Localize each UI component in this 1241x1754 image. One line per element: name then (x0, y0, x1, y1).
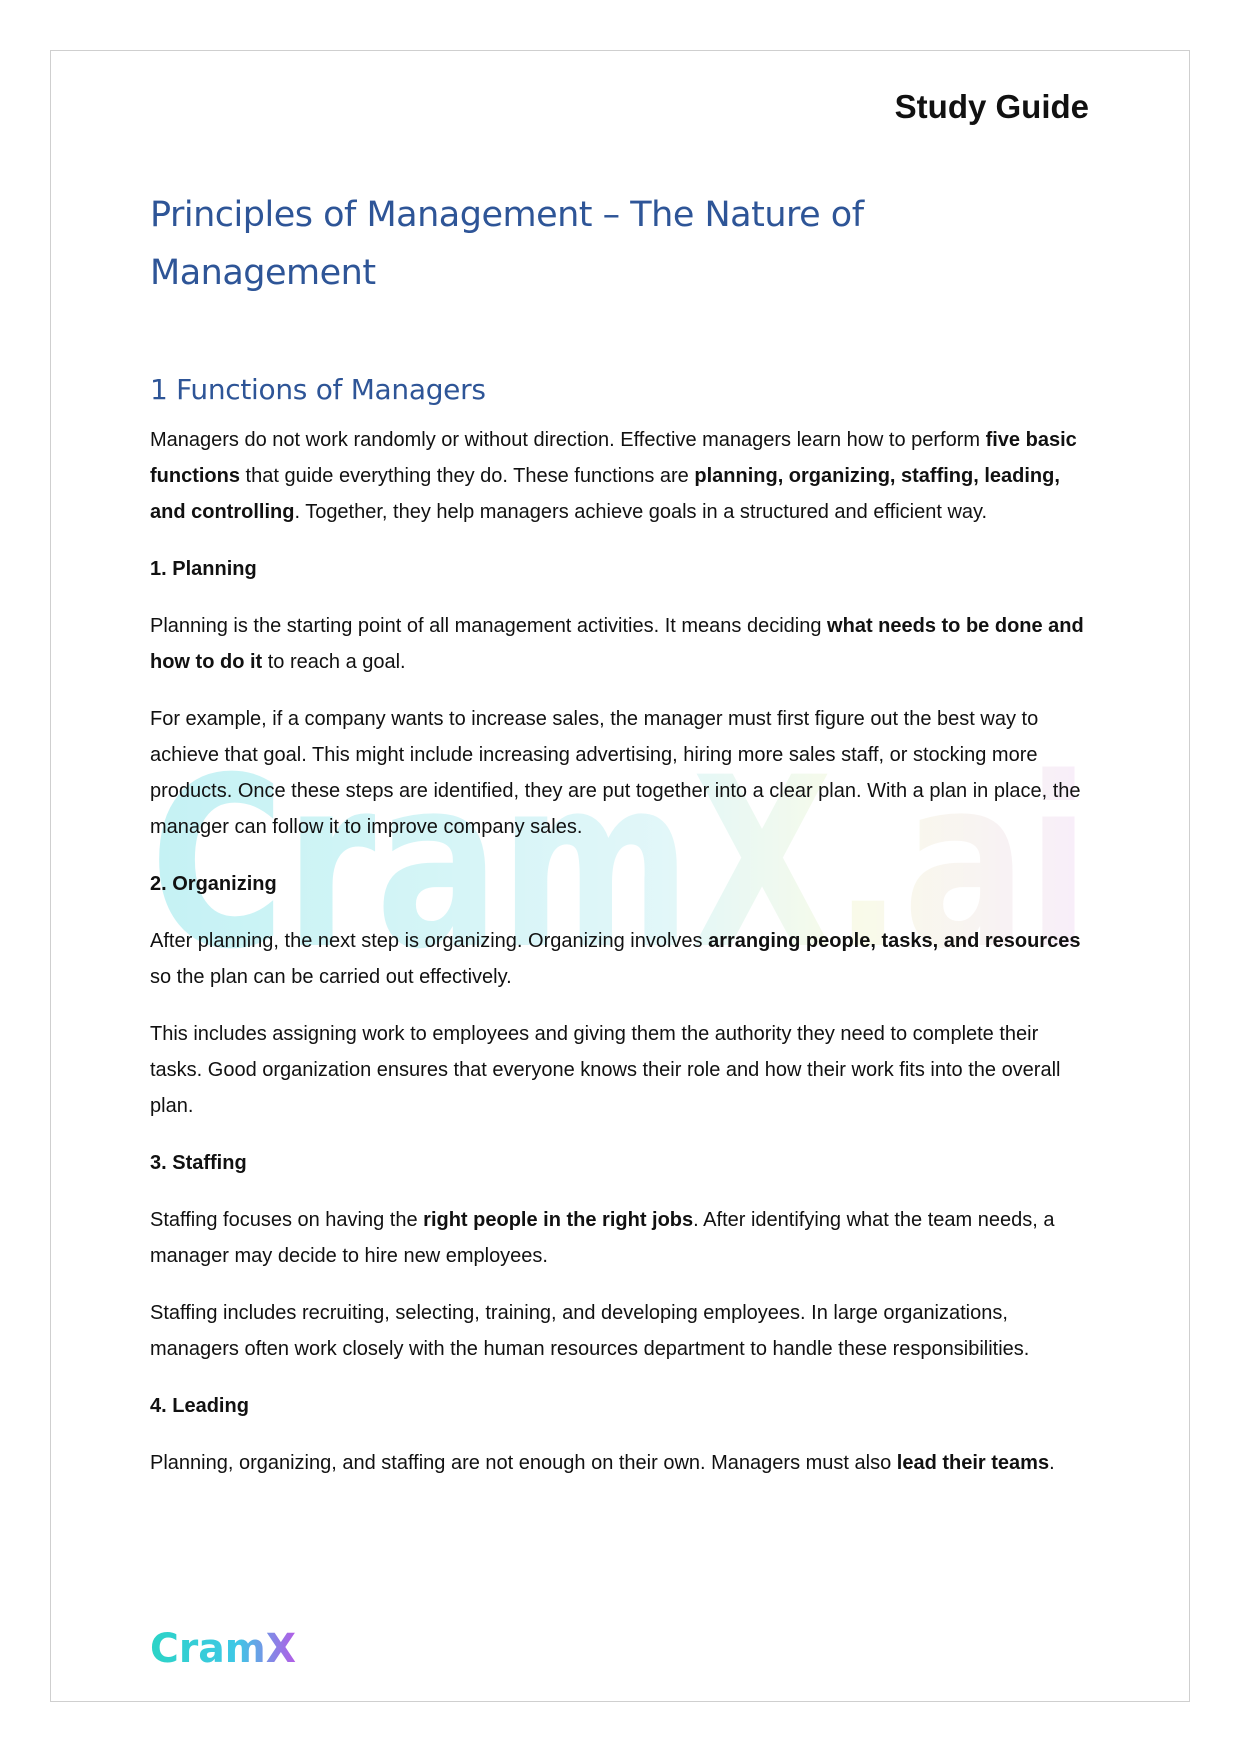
cramx-logo (150, 1622, 300, 1672)
subsection-heading-staffing: 3. Staffing (150, 1152, 247, 1174)
staffing-paragraph-1: Staffing focuses on having the right people in the right jobs. After identifying what the team needs, a manager may decide to hire new employees. (150, 1209, 1055, 1267)
intro-paragraph: Managers do not work randomly or without direction. Effective managers learn how to perform five basic functions that guide everything they do. These functions are planning, organizing, staffing, leading, and controlling. Together, they help managers achieve goals in a structured and efficient way. (150, 429, 1077, 523)
bold-text: right people in the right jobs (423, 1209, 694, 1231)
bold-text: arranging people, tasks, and resources (708, 930, 1081, 952)
document-title: Principles of Management – The Nature of Management (150, 195, 864, 293)
organizing-paragraph-2: This includes assigning work to employees and giving them the authority they need to complete their tasks. Good organization ensures that everyone knows their role and how their work fits into the overall plan. (150, 1023, 1061, 1117)
watermark-text: CramX.ai (150, 745, 1090, 985)
cramx-logo-text: CramX (150, 1626, 297, 1672)
bold-text: lead their teams (896, 1452, 1050, 1474)
subsection-heading-organizing: 2. Organizing (150, 873, 277, 895)
leading-paragraph-1: Planning, organizing, and staffing are not enough on their own. Managers must also lead their teams. (150, 1452, 1055, 1474)
organizing-paragraph-1: After planning, the next step is organizing. Organizing involves arranging people, tasks, and resources so the plan can be carried out effectively. (150, 930, 1081, 988)
staffing-paragraph-2: Staffing includes recruiting, selecting, training, and developing employees. In large organizations, managers often work closely with the human resources department to handle these responsibilities. (150, 1302, 1030, 1360)
bold-text: what needs to be done and how to do it (150, 615, 1084, 673)
planning-paragraph-2: For example, if a company wants to increase sales, the manager must first figure out the best way to achieve that goal. This might include increasing advertising, hiring more sales staff, or stocking more products. Once these steps are identified, they are put together into a clear plan. With a plan in place, the manager can follow it to improve company sales. (150, 708, 1081, 838)
section-heading: 1 Functions of Managers (150, 373, 486, 406)
subsection-heading-leading: 4. Leading (150, 1395, 249, 1417)
header-label: Study Guide (894, 88, 1089, 125)
content (150, 370, 1090, 1502)
subsection-heading-planning: 1. Planning (150, 558, 257, 580)
bold-text: planning, organizing, staffing, leading, and controlling (150, 465, 1060, 523)
bold-text: five basic functions (150, 429, 1077, 487)
planning-paragraph-1: Planning is the starting point of all management activities. It means deciding what needs to be done and how to do it to reach a goal. (150, 615, 1084, 673)
